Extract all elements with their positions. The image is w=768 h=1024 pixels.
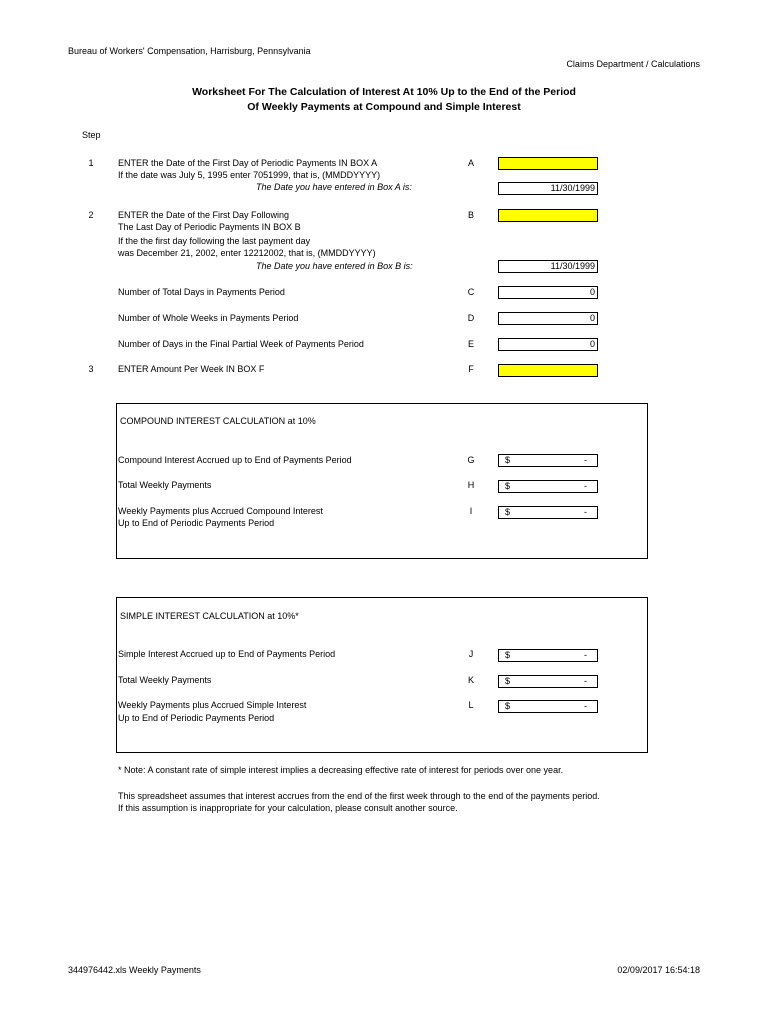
whole-weeks-label: Number of Whole Weeks in Payments Period [118,313,299,323]
box-b-letter: B [467,210,474,220]
compound-total-label-1: Weekly Payments plus Accrued Compound Interest [118,506,323,516]
worksheet-title-line2: Of Weekly Payments at Compound and Simple Interest [247,101,521,113]
simple-total-weekly-label: Total Weekly Payments [118,675,212,685]
box-c-letter: C [467,287,475,297]
box-a-confirm-label: The Date you have entered in Box A is: [256,182,412,192]
box-d-letter: D [467,313,475,323]
step-1-number: 1 [88,158,94,168]
box-e-letter: E [467,339,474,349]
note-assumption-2: If this assumption is inappropriate for your calculation, please consult another source. [118,803,458,813]
step-3-instruction: ENTER Amount Per Week IN BOX F [118,364,265,374]
simple-accrued-label: Simple Interest Accrued up to End of Payments Period [118,649,336,659]
box-g-compound-interest: $ - [498,454,598,467]
note-simple-interest: * Note: A constant rate of simple interest implies a decreasing effective rate of interest for periods over one year. [118,765,564,775]
footer-filename: 344976442.xls Weekly Payments [68,965,201,975]
step-1-instruction: ENTER the Date of the First Day of Periodic Payments IN BOX A [118,158,378,168]
compound-heading: COMPOUND INTEREST CALCULATION at 10% [120,416,316,426]
step-2-instruction-2: The Last Day of Periodic Payments IN BOX B [118,222,301,232]
step-2-number: 2 [88,210,94,220]
org-name: Bureau of Workers' Compensation, Harrisburg, Pennsylvania [68,46,311,56]
box-b-confirm-label: The Date you have entered in Box B is: [256,261,413,271]
box-a-input[interactable] [498,157,598,170]
step-3-number: 3 [88,364,94,374]
box-l-letter: L [468,700,474,710]
step-1-example: If the date was July 5, 1995 enter 7051999, that is, (MMDDYYYY) [118,170,381,180]
total-days-label: Number of Total Days in Payments Period [118,287,285,297]
box-h-total-weekly: $ - [498,480,598,493]
box-i-letter: I [469,506,473,516]
step-2-example-1: If the the first day following the last payment day [118,236,311,246]
simple-total-label-2: Up to End of Periodic Payments Period [118,713,275,723]
box-h-letter: H [467,480,475,490]
box-l-simple-total: $ - [498,700,598,713]
box-f-letter: F [468,364,474,374]
box-a-letter: A [467,158,474,168]
note-assumption-1: This spreadsheet assumes that interest accrues from the end of the first week through to the end of the payments period. [118,791,600,801]
box-f-input[interactable] [498,364,598,377]
step-2-example-2: was December 21, 2002, enter 12212002, that is, (MMDDYYYY) [118,248,376,258]
box-k-total-weekly: $ - [498,675,598,688]
compound-accrued-label: Compound Interest Accrued up to End of Payments Period [118,455,352,465]
simple-total-label-1: Weekly Payments plus Accrued Simple Interest [118,700,307,710]
box-b-date-display: 11/30/1999 [498,260,598,273]
step-column-label: Step [82,130,101,140]
compound-total-label-2: Up to End of Periodic Payments Period [118,518,275,528]
compound-total-weekly-label: Total Weekly Payments [118,480,212,490]
partial-week-days-label: Number of Days in the Final Partial Week of Payments Period [118,339,364,349]
simple-heading: SIMPLE INTEREST CALCULATION at 10%* [120,611,299,621]
box-e-partial-days: 0 [498,338,598,351]
step-2-instruction-1: ENTER the Date of the First Day Following [118,210,290,220]
box-a-date-display: 11/30/1999 [498,182,598,195]
box-j-simple-interest: $ - [498,649,598,662]
department-name: Claims Department / Calculations [566,59,700,69]
box-b-input[interactable] [498,209,598,222]
box-d-whole-weeks: 0 [498,312,598,325]
box-i-compound-total: $ - [498,506,598,519]
box-j-letter: J [468,649,474,659]
worksheet-title-line1: Worksheet For The Calculation of Interest At 10% Up to the End of the Period [192,86,576,98]
footer-datetime: 02/09/2017 16:54:18 [617,965,700,975]
box-k-letter: K [467,675,474,685]
box-c-total-days: 0 [498,286,598,299]
box-g-letter: G [467,455,475,465]
